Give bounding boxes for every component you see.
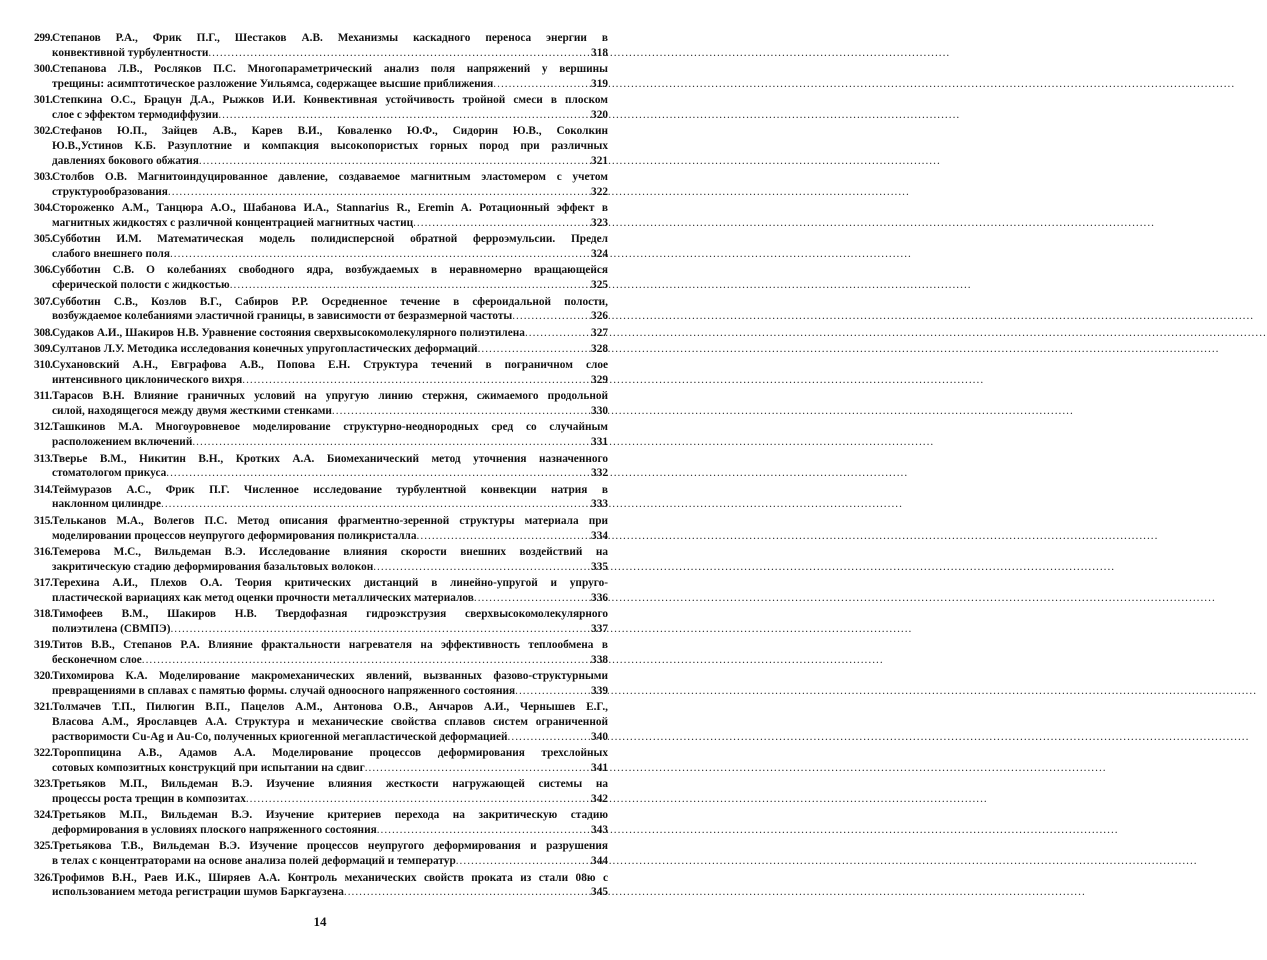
toc-entry bbox=[34, 295, 608, 325]
page-number: 14 bbox=[313, 914, 327, 929]
entry-last-line bbox=[52, 529, 608, 544]
entry-last-line bbox=[52, 278, 608, 293]
entry-number: 326. bbox=[34, 871, 53, 884]
entry-text-line: Столбов О.В. Магнитоиндуцированное давление, создаваемое магнитным эластомером с учетом bbox=[52, 171, 608, 184]
toc-entry bbox=[34, 483, 608, 513]
entry-page-number: 328 bbox=[591, 342, 608, 355]
toc-entry bbox=[34, 514, 608, 544]
entry-text-line: наклонном цилиндре bbox=[52, 498, 162, 511]
entry-last-line bbox=[52, 46, 608, 61]
entry-page-number: 344 bbox=[591, 855, 608, 868]
dot-leader bbox=[365, 761, 589, 776]
entry-number: 320. bbox=[34, 670, 53, 683]
entry-page-number: 343 bbox=[591, 824, 608, 837]
entry-number: 312. bbox=[34, 421, 53, 434]
entry-page-number: 342 bbox=[591, 793, 608, 806]
entry-last-line bbox=[52, 653, 608, 668]
entry-page-number: 338 bbox=[591, 653, 608, 666]
entry-text-line: возбуждаемое колебаниями эластичной границы, в зависимости от безразмерной частоты bbox=[52, 310, 513, 323]
toc-entry bbox=[34, 389, 608, 419]
entry-page-number: 333 bbox=[591, 498, 608, 511]
entry-number: 322. bbox=[34, 747, 53, 760]
entry-last-line bbox=[52, 854, 608, 869]
toc-entry bbox=[34, 607, 608, 637]
entry-number: 317. bbox=[34, 576, 53, 589]
entry-last-line bbox=[52, 761, 608, 776]
entry-text-line: превращениями в сплавах с памятью формы. случай одноосного напряженного состояния bbox=[52, 684, 516, 697]
entry-text-line: Третьякова Т.В., Вильдеман В.Э. Изучение процессов неупругого деформирования и разрушения bbox=[52, 840, 608, 853]
entry-text-line: процессы роста трещин в композитах bbox=[52, 793, 246, 806]
entry-text-line: Темерова М.С., Вильдеман В.Э. Исследование влияния скорости внешних воздействий на bbox=[52, 545, 608, 558]
entry-text-line: Султанов Л.У. Методика исследования конечных упругопластических деформаций bbox=[52, 342, 478, 355]
entry-last-line bbox=[52, 154, 608, 169]
entry-last-line bbox=[52, 885, 608, 900]
entry-text-line: слое с эффектом термодиффузии bbox=[52, 108, 219, 121]
entry-last-line bbox=[52, 730, 608, 745]
entry-number: 307. bbox=[34, 295, 53, 308]
toc-entry bbox=[34, 263, 608, 293]
entry-last-line bbox=[52, 622, 608, 637]
entry-number: 315. bbox=[34, 514, 53, 527]
dot-leader bbox=[512, 309, 589, 324]
entry-text-line: Терехина А.И., Плехов О.А. Теория критических дистанций в линейно-упругой и упруго- bbox=[52, 576, 608, 589]
entry-last-line bbox=[52, 77, 608, 92]
entry-number: 318. bbox=[34, 607, 53, 620]
toc-entry bbox=[34, 545, 608, 575]
toc-entry bbox=[34, 839, 608, 869]
dot-leader bbox=[168, 185, 589, 200]
entry-number: 304. bbox=[34, 202, 53, 215]
entry-text-line: Трофимов В.Н., Раев И.К., Ширяев А.А. Контроль механических свойств проката из стали 08ю с bbox=[52, 871, 608, 884]
entry-text-line: Субботин И.М. Математическая модель полидисперсной обратной ферроэмульсии. Предел bbox=[52, 233, 608, 246]
toc-entry bbox=[34, 358, 608, 388]
entry-text-line: Стороженко А.М., Танцюра А.О., Шабанова И.А., Stannarius R., Eremin A. Ротационный эффект в bbox=[52, 202, 608, 215]
entry-text-line: слабого внешнего поля bbox=[52, 248, 170, 261]
entry-text-line: Теймуразов А.С., Фрик П.Г. Численное исследование турбулентной конвекции натрия в bbox=[52, 483, 608, 496]
entry-page-number: 332 bbox=[591, 467, 608, 480]
entry-text-line: расположением включений bbox=[52, 436, 193, 449]
dot-leader bbox=[199, 154, 589, 169]
entry-last-line bbox=[52, 684, 608, 699]
entry-text-line: стоматологом прикуса bbox=[52, 467, 167, 480]
entry-text-line: деформирования в условиях плоского напряженного состояния bbox=[52, 824, 377, 837]
entry-last-line bbox=[52, 247, 608, 262]
entry-text-line: пластической вариациях как метод оценки прочности металлических материалов bbox=[52, 591, 474, 604]
toc-entry bbox=[34, 201, 608, 231]
entry-text-line: Судаков А.И., Шакиров Н.В. Уравнение состояния сверхвысокомолекулярного полиэтилена bbox=[52, 326, 525, 339]
entry-last-line bbox=[52, 466, 608, 481]
dot-leader bbox=[344, 885, 589, 900]
entry-page-number: 326 bbox=[591, 310, 608, 323]
dot-leader bbox=[525, 326, 589, 341]
toc-entry bbox=[34, 700, 608, 744]
entry-number: 324. bbox=[34, 809, 53, 822]
entry-last-line bbox=[52, 823, 608, 838]
entry-number: 325. bbox=[34, 840, 53, 853]
dot-leader bbox=[377, 823, 589, 838]
toc-entry bbox=[34, 326, 608, 341]
entry-text-line: трещины: асимптотическое разложение Уильямса, содержащее высшие приближения bbox=[52, 77, 494, 90]
dot-leader bbox=[161, 497, 589, 512]
entry-number: 323. bbox=[34, 778, 53, 791]
entry-last-line bbox=[52, 326, 608, 341]
entry-text-line: сферической полости с жидкостью bbox=[52, 279, 230, 292]
dot-leader bbox=[166, 466, 589, 481]
entry-number: 319. bbox=[34, 639, 53, 652]
entry-last-line bbox=[52, 309, 608, 324]
entry-page-number: 319 bbox=[591, 77, 608, 90]
entry-page-number: 322 bbox=[591, 185, 608, 198]
entry-page-number: 327 bbox=[591, 326, 608, 339]
toc-entry bbox=[34, 232, 608, 262]
table-of-contents bbox=[34, 31, 608, 902]
dot-leader bbox=[246, 792, 589, 807]
dot-leader bbox=[208, 46, 589, 61]
entry-text-line: Степкина О.С., Брацун Д.А., Рыжков И.И. Конвективная устойчивость тройной смеси в плоском bbox=[52, 94, 608, 107]
entry-text-line: Субботин С.В. О колебаниях свободного ядра, возбуждаемых в неравномерно вращающейся bbox=[52, 264, 608, 277]
toc-entry bbox=[34, 871, 608, 901]
entry-text-line: Тимофеев В.М., Шакиров Н.В. Твердофазная гидроэкструзия сверхвысокомолекулярного bbox=[52, 607, 608, 620]
entry-text-line: бесконечном слое bbox=[52, 653, 142, 666]
entry-last-line bbox=[52, 216, 608, 231]
entry-text-line: Тверье В.М., Никитин В.Н., Кротких А.А. Биомеханический метод уточнения назначенного bbox=[52, 452, 608, 465]
entry-page-number: 323 bbox=[591, 217, 608, 230]
dot-leader bbox=[456, 854, 589, 869]
entry-page-number: 331 bbox=[591, 436, 608, 449]
entry-number: 299. bbox=[34, 32, 53, 44]
dot-leader bbox=[493, 77, 589, 92]
toc-entry bbox=[34, 62, 608, 92]
entry-text-line: Власова А.М., Ярославцев А.А. Структура и механические свойства сплавов систем ограниченной bbox=[52, 716, 608, 729]
entry-last-line bbox=[52, 792, 608, 807]
dot-leader bbox=[417, 529, 590, 544]
entry-last-line bbox=[52, 435, 608, 450]
dot-leader bbox=[474, 591, 589, 606]
entry-text-line: магнитных жидкостях с различной концентрацией магнитных частиц bbox=[52, 217, 414, 230]
toc-entry bbox=[34, 124, 608, 168]
entry-text-line: растворимости Cu-Ag и Au-Co, полученных криогенной мегапластической деформацией bbox=[52, 730, 508, 743]
entry-number: 303. bbox=[34, 171, 53, 184]
entry-page-number: 321 bbox=[591, 154, 608, 167]
entry-page-number: 335 bbox=[591, 560, 608, 573]
entry-text-line: Ю.В.,Устинов К.Б. Разуплотние и компакция высокопористых горных пород при различных bbox=[52, 140, 608, 153]
entry-number: 302. bbox=[34, 125, 53, 138]
toc-entry bbox=[34, 746, 608, 776]
dot-leader bbox=[413, 216, 589, 231]
entry-number: 321. bbox=[34, 701, 53, 714]
entry-text-line: в телах с концентраторами на основе анализа полей деформаций и температур bbox=[52, 855, 456, 868]
toc-entry bbox=[34, 170, 608, 200]
entry-text-line: сотовых композитных конструкций при испытании на сдвиг bbox=[52, 761, 365, 774]
entry-number: 311. bbox=[34, 390, 52, 403]
entry-number: 306. bbox=[34, 264, 53, 277]
entry-text-line: Ташкинов М.А. Многоуровневое моделирование структурно-неоднородных сред со случайным bbox=[52, 421, 608, 434]
entry-number: 313. bbox=[34, 452, 53, 465]
dot-leader bbox=[170, 622, 589, 637]
entry-text-line: давлениях бокового обжатия bbox=[52, 154, 199, 167]
entry-text-line: конвективной турбулентности bbox=[52, 46, 209, 59]
entry-text-line: Степанов Р.А., Фрик П.Г., Шестаков А.В. Механизмы каскадного переноса энергии в bbox=[52, 32, 608, 44]
entry-page-number: 340 bbox=[591, 730, 608, 743]
dot-leader bbox=[373, 560, 589, 575]
entry-last-line bbox=[52, 404, 608, 419]
entry-text-line: силой, находящегося между двумя жесткими стенками bbox=[52, 405, 332, 418]
dot-leader bbox=[478, 342, 589, 357]
toc-entry bbox=[34, 808, 608, 838]
entry-number: 314. bbox=[34, 483, 53, 496]
entry-text-line: Сухановский А.Н., Евграфова А.В., Попова Е.Н. Структура течений в пограничном слое bbox=[52, 359, 608, 372]
entry-text-line: Толмачев Т.П., Пилюгин В.П., Пацелов А.М., Антонова О.В., Анчаров А.И., Чернышев Е.Г., bbox=[52, 701, 608, 714]
entry-last-line bbox=[52, 342, 608, 357]
entry-text-line: моделировании процессов неупругого деформирования поликристалла bbox=[52, 529, 417, 542]
entry-page-number: 320 bbox=[591, 108, 608, 121]
entry-last-line bbox=[52, 591, 608, 606]
dot-leader bbox=[242, 373, 589, 388]
entry-text-line: Третьяков М.П., Вильдеман В.Э. Изучение влияния жесткости нагружающей системы на bbox=[52, 778, 608, 791]
toc-entry bbox=[34, 669, 608, 699]
toc-entry bbox=[34, 420, 608, 450]
toc-entry bbox=[34, 31, 608, 61]
entry-page-number: 336 bbox=[591, 591, 608, 604]
entry-last-line bbox=[52, 185, 608, 200]
toc-entry bbox=[34, 452, 608, 482]
dot-leader bbox=[515, 684, 589, 699]
entry-page-number: 330 bbox=[591, 405, 608, 418]
entry-text-line: структурообразования bbox=[52, 185, 168, 198]
toc-entry bbox=[34, 576, 608, 606]
dot-leader bbox=[332, 404, 589, 419]
entry-text-line: закритическую стадию деформирования базальтовых волокон bbox=[52, 560, 374, 573]
entry-last-line bbox=[52, 108, 608, 123]
entry-last-line bbox=[52, 560, 608, 575]
toc-entry bbox=[34, 638, 608, 668]
toc-entry bbox=[34, 93, 608, 123]
entry-last-line bbox=[52, 497, 608, 512]
entry-text-line: Тороппицина А.В., Адамов А.А. Моделирование процессов деформирования трехслойных bbox=[52, 747, 608, 760]
entry-page-number: 334 bbox=[591, 529, 608, 542]
entry-number: 309. bbox=[34, 342, 53, 355]
entry-text-line: Тарасов В.Н. Влияние граничных условий на упругую линию стержня, сжимаемого продольной bbox=[52, 390, 608, 403]
entry-number: 316. bbox=[34, 545, 53, 558]
entry-page-number: 325 bbox=[591, 279, 608, 292]
entry-text-line: Третьяков М.П., Вильдеман В.Э. Изучение критериев перехода на закритическую стадию bbox=[52, 809, 608, 822]
entry-page-number: 318 bbox=[591, 46, 608, 59]
dot-leader bbox=[508, 730, 590, 745]
entry-number: 300. bbox=[34, 63, 53, 76]
entry-number: 305. bbox=[34, 233, 53, 246]
entry-page-number: 341 bbox=[591, 761, 608, 774]
entry-number: 310. bbox=[34, 359, 53, 372]
entry-number: 301. bbox=[34, 94, 53, 107]
entry-text-line: полиэтилена (СВМПЭ) bbox=[52, 622, 171, 635]
entry-page-number: 329 bbox=[591, 374, 608, 387]
entry-text-line: Степанова Л.В., Росляков П.С. Многопараметрический анализ поля напряжений у вершины bbox=[52, 63, 608, 76]
entry-number: 308. bbox=[34, 326, 53, 339]
entry-last-line bbox=[52, 373, 608, 388]
entry-page-number: 345 bbox=[591, 886, 608, 899]
entry-text-line: интенсивного циклонического вихря bbox=[52, 374, 243, 387]
entry-text-line: Тихомирова К.А. Моделирование макромеханических явлений, вызванных фазово-структурными bbox=[52, 670, 608, 683]
entry-page-number: 339 bbox=[591, 684, 608, 697]
dot-leader bbox=[192, 435, 589, 450]
entry-text-line: Стефанов Ю.П., Зайцев А.В., Карев В.И., Коваленко Ю.Ф., Сидорин Ю.В., Соколкин bbox=[52, 125, 608, 138]
dot-leader bbox=[218, 108, 589, 123]
entry-text-line: использованием метода регистрации шумов Баркгаузена bbox=[52, 886, 344, 899]
dot-leader bbox=[170, 247, 589, 262]
dot-leader bbox=[142, 653, 589, 668]
toc-entry bbox=[34, 342, 608, 357]
entry-text-line: Субботин С.В., Козлов В.Г., Сабиров Р.Р. Осредненное течение в сфероидальной полости, bbox=[52, 295, 608, 308]
entry-page-number: 324 bbox=[591, 248, 608, 261]
entry-page-number: 337 bbox=[591, 622, 608, 635]
entry-text-line: Тельканов М.А., Волегов П.С. Метод описания фрагментно-зеренной структуры материала при bbox=[52, 514, 608, 527]
dot-leader bbox=[230, 278, 589, 293]
toc-entry bbox=[34, 777, 608, 807]
entry-text-line: Титов В.В., Степанов Р.А. Влияние фрактальности нагревателя на эффективность теплообмена в bbox=[52, 639, 608, 652]
